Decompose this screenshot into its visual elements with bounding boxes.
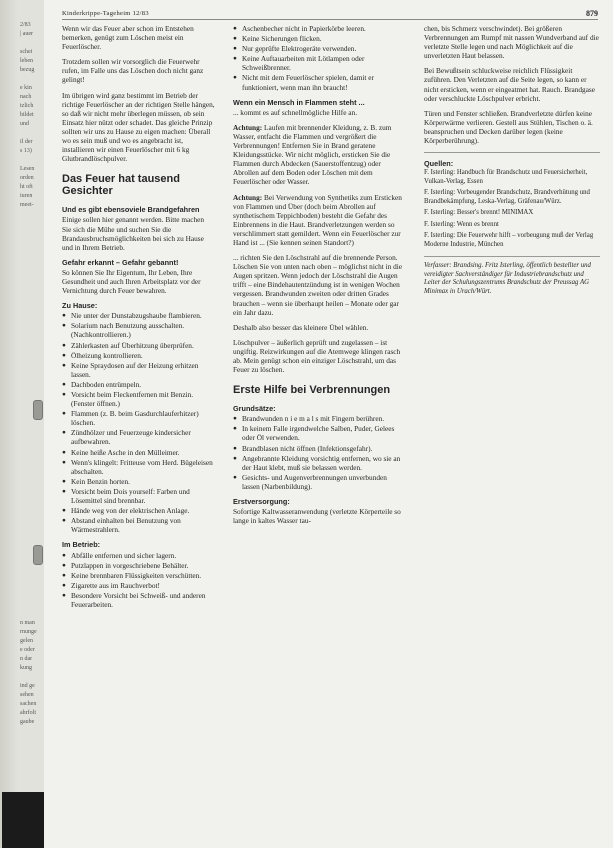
previous-page-text-fragment: e oder <box>20 647 35 653</box>
list-item: ● Abfälle entfernen und sicher lagern. <box>62 551 215 560</box>
paragraph: Sofortige Kaltwasseranwendung (verletzte Körperteile so lange in kaltes Wasser tau- <box>233 507 401 526</box>
paragraph: Im übrigen wird ganz bestimmt im Betrieb der richtige Feuerlöscher an der richtigen Stelle hängen, so daß wir nicht mehr überlegen müssen, ob sein Einsatz hier nützt oder schadet. Das gleiche Prinzip sollten wir uns zu Hause zu eigen machen: Überall wo es sein muß und wo es angebracht ist, installieren wir einen Feuerlöscher mit 6 kg Glutbrandlöschpulver. <box>62 90 215 164</box>
list-item: ● Nur geprüfte Elektrogeräte verwenden. <box>233 44 403 53</box>
subheading: Gefahr erkannt – Gefahr gebannt! <box>62 257 179 267</box>
section-title: Erste Hilfe bei Verbrennungen <box>233 384 391 397</box>
warning-label: Achtung: <box>233 122 263 132</box>
list-heading-home: Zu Hause: <box>62 301 98 311</box>
paragraph: Deshalb also besser das kleinere Übel wählen. <box>233 322 369 332</box>
section-title: Das Feuer hat tausend Gesichter <box>62 173 180 198</box>
subheading: Und es gibt ebensoviele Brandgefahren <box>62 205 200 215</box>
list-item: ● In keinem Falle irgendwelche Salben, Puder, Gelees oder Öl verwenden. <box>233 424 403 442</box>
binder-clip-icon <box>33 400 43 420</box>
previous-page-text-fragment: | auer <box>20 31 34 37</box>
previous-page-text-fragment: n dar <box>20 656 33 662</box>
list-item: ● Aschenbecher nicht in Papierkörbe leeren. <box>233 24 403 33</box>
work-hazard-list <box>62 551 215 610</box>
binder-clip-icon <box>33 545 43 565</box>
divider <box>424 256 600 257</box>
previous-page-text-fragment: meet- <box>20 202 34 208</box>
paragraph: Wenn wir das Feuer aber schon im Entstehen bemerken, genügt zum Löschen meist ein Feuerlöscher. <box>62 24 194 52</box>
paragraph: chen, bis Schmerz verschwindet). Bei größeren Verbrennungen am Rumpf mit nassen Wundverband auf die verletzte Stelle legen und nach Möglichkeit auf die unverletzten Haut belassen. <box>424 24 599 61</box>
previous-page-text-fragment: sehen <box>20 692 34 698</box>
previous-page-text-fragment: ahrfolt <box>20 710 36 716</box>
list-item: ● Keine Sicherungen flicken. <box>233 34 403 43</box>
list-item: ● Ölheizung kontrollieren. <box>62 351 215 360</box>
previous-page-edge <box>0 0 44 848</box>
paragraph: Trotzdem sollen wir vorsorglich die Feuerwehr rufen, im Falle uns das Löschen doch nicht ganz gelingt! <box>62 57 204 85</box>
running-header <box>62 9 598 20</box>
previous-page-text-fragment: n man <box>20 620 35 626</box>
previous-page-text-fragment: sachen <box>20 701 37 707</box>
list-item: ● Wenn's klingelt: Fritteuse vom Herd. Bügeleisen abschalten. <box>62 458 215 476</box>
paragraph: Einige sollen hier genannt werden. Bitte machen Sie sich die Mühe und suchen Sie die Brandausbruchsmöglichkeiten bei sich zu Hause und in Ihrem Betrieb. <box>62 215 205 252</box>
paragraph <box>233 123 403 187</box>
paragraph: Bei Bewußtsein schluckweise reichlich Flüssigkeit zuführen. Den Verletzten auf die Seite legen, so kann er nicht ersticken, wenn er eingeatmet hat. Rauch. Brandgase oder verschluckte Löschpulver erbricht. <box>424 66 596 103</box>
page-number: 879 <box>586 9 598 18</box>
previous-page-text-fragment: ht oft <box>20 184 33 190</box>
dark-corner <box>2 792 44 848</box>
subheading: Wenn ein Mensch in Flammen steht ... <box>233 97 365 107</box>
source-entry: F. Isterling: Die Feuerwehr hilft – vorbeugung muß der Verlag Moderne Industrie, München <box>424 232 594 248</box>
list-item: ● Keine heiße Asche in den Mülleimer. <box>62 448 215 457</box>
paragraph: ... kommt es auf schnellmögliche Hilfe an. <box>233 107 358 117</box>
previous-page-text-fragment: iuren <box>20 193 33 199</box>
list-item: ● Hände weg von der elektrischen Anlage. <box>62 506 215 515</box>
list-item: ● Kein Benzin horten. <box>62 477 215 486</box>
paragraph: So können Sie Ihr Eigentum, Ihr Leben, Ihre Gesundheit und auch Ihren Arbeitsplatz vor der Vernichtung durch Feuer bewahren. <box>62 267 201 296</box>
previous-page-text-fragment: 2/83 <box>20 22 31 28</box>
author-note: Verfasser: Brandsing. Fritz Isterling, öffentlich bestellter und vereidigter Sachverständiger für Industriebrandschutz und Leiter der Schulungszentrums Brandschutz der Preussag AG Minimax in Urach/Würt. <box>424 262 591 295</box>
list-item: ● Brandwunden n i e m a l s mit Fingern berühren. <box>233 414 403 423</box>
list-item: ● Putzlappen in vorgeschriebene Behälter. <box>62 561 215 570</box>
subheading: Erstversorgung: <box>233 497 290 507</box>
source-entry: F. Isterling: Besser's brennt! MINIMAX <box>424 209 534 217</box>
previous-page-text-fragment: rnunge <box>20 629 37 635</box>
list-item: ● Zählerkasten auf Überhitzung überprüfen. <box>62 341 215 350</box>
source-entry: F. Isterling: Handbuch für Brandschutz und Feuersicherheit, Vulkan-Verlag, Essen <box>424 169 588 185</box>
warning-label: Achtung: <box>233 192 263 202</box>
previous-page-text-fragment: ind ge <box>20 683 35 689</box>
previous-page-text-fragment: leben <box>20 58 33 64</box>
previous-page-text-fragment: und <box>20 121 29 127</box>
source-entry: F. Isterling: Wenn es brennt <box>424 220 499 228</box>
divider <box>424 152 600 153</box>
list-item: ● Vorsicht beim Dois yourself: Farben und Lösemittel sind brennbar. <box>62 487 215 505</box>
list-item: ● Brandblasen nicht öffnen (Infektionsgefahr). <box>233 444 403 453</box>
previous-page-text-fragment: tzlich <box>20 103 34 109</box>
previous-page-text-fragment: Lesen <box>20 166 35 172</box>
paragraph: ... richten Sie den Löschstrahl auf die brennende Person. Löschen Sie von unten nach oben – möglichst nicht in die Augen spritzen. Wenn jedoch der Löschstrahl die Augen trifft – eine Bindehautentzündung ist in wenigen Wochen vergessen. Brandwunden zweiten oder dritten Grades brauchen – wenn sie überhaupt heilen – Monate oder gar ein Jahr dazu. <box>233 253 403 317</box>
previous-page-text-fragment: e kin <box>20 85 32 91</box>
previous-page-text-fragment: gaube <box>20 719 35 725</box>
previous-page-text-fragment: nach <box>20 94 32 100</box>
sources-list <box>424 169 600 249</box>
previous-page-text-fragment: schei <box>20 49 33 55</box>
list-item: ● Nicht mit dem Feuerlöscher spielen, damit er funktioniert, wenn man ihn braucht! <box>233 73 403 91</box>
list-item: ● Abstand einhalten bei Benutzung von Wärmestrahlern. <box>62 516 215 534</box>
subheading: Grundsätze: <box>233 404 276 414</box>
list-item: ● Besondere Vorsicht bei Schweiß- und anderen Feuerarbeiten. <box>62 591 215 609</box>
list-item: ● Vorsicht beim Fleckentfernen mit Benzin. (Fenster öffnen.) <box>62 390 215 408</box>
previous-page-text-fragment: orden <box>20 175 34 181</box>
warning-text: Bei Verwendung von Synthetiks zum Ersticken von Flammen und Über (doch beim Abrollen auf synthetischem Teppichboden) besteht die Gefahr des Einbrennens in die Haut. Brandverletzungen werden so verschlimmert statt gemildert. Wenn ein Feuerlöscher zur Hand ist ... (Sie kennen seinen Standort?) <box>233 192 402 247</box>
warning-text: Laufen mit brennender Kleidung, z. B. zum Wasser, entfacht die Flammen und vergrößert die Verbrennungen! Entfernen Sie in Brand geratene Kleidungsstücke. Wir nicht möglich, ersticken Sie die Flammen durch Abdecken (Sauerstoffentzug) oder Abrollen auf dem Boden oder Löschen mit dem Feuerlöscher oder Wasser. <box>233 122 392 187</box>
list-item: ● Keine Auftauarbeiten mit Lötlampen oder Schweißbrenner. <box>233 54 403 72</box>
previous-page-text-fragment: kung <box>20 665 32 671</box>
list-item: ● Keine Spraydosen auf der Heizung erhitzen lassen. <box>62 361 215 379</box>
list-item: ● Dachboden entrümpeln. <box>62 380 215 389</box>
list-item: ● Solarium nach Benutzung ausschalten. (Nachkontrollieren.) <box>62 321 215 339</box>
previous-page-text-fragment: bildet <box>20 112 34 118</box>
first-aid-list <box>233 414 403 491</box>
paragraph: Löschpulver – äußerlich geprüft und zugelassen – ist ungiftig. Reizwirkungen auf die Atemwege klingen rasch ab. Mein genügt schon ein einziger Löschstrahl, um das Feuer zu löschen. <box>233 337 401 375</box>
previous-page-text-fragment: gelen <box>20 638 33 644</box>
list-item: ● Flammen (z. B. beim Gasdurchlauferhitzer) löschen. <box>62 409 215 427</box>
list-item: ● Keine brennbaren Flüssigkeiten verschütten. <box>62 571 215 580</box>
sources-heading: Quellen: <box>424 159 454 169</box>
home-hazard-list <box>62 311 215 534</box>
column-2 <box>233 24 403 531</box>
source-entry: F. Isterling: Vorbeugender Brandschutz, Brandverhütung und Brandbekämpfung, Leska-Verlag, Gräfenau/Würz. <box>424 189 590 205</box>
previous-page-text-fragment: s 13) <box>20 148 32 154</box>
paragraph <box>233 193 403 248</box>
previous-page-text-fragment: bezug <box>20 67 35 73</box>
column-3 <box>424 24 600 302</box>
header-title: Kinderkrippe-Tageheim 12/83 <box>62 10 149 17</box>
list-heading-work: Im Betrieb: <box>62 540 101 550</box>
hazard-list-continued <box>233 24 403 92</box>
list-item: ● Zigarette aus im Rauchverbot! <box>62 581 215 590</box>
paragraph: Türen und Fenster schließen. Brandverletzte dürfen keine Körperwärme verlieren. Gestell aus Stühlen, Tischen o. ä. beanspruchen und Decken darüber legen (keine Körperberührung). <box>424 108 593 146</box>
list-item: ● Angebrannte Kleidung vorsichtig entfernen, wo sie an der Haut klebt, muß sie belassen werden. <box>233 454 403 472</box>
previous-page-text-fragment: il der <box>20 139 33 145</box>
list-item: ● Nie unter der Dunstabzugshaube flambieren. <box>62 311 215 320</box>
list-item: ● Zündhölzer und Feuerzeuge kindersicher aufbewahren. <box>62 428 215 446</box>
binder-shadow <box>0 0 18 848</box>
list-item: ● Gesichts- und Augenverbrennungen unverbunden lassen (Narbenbildung). <box>233 473 403 491</box>
column-1 <box>62 24 215 610</box>
